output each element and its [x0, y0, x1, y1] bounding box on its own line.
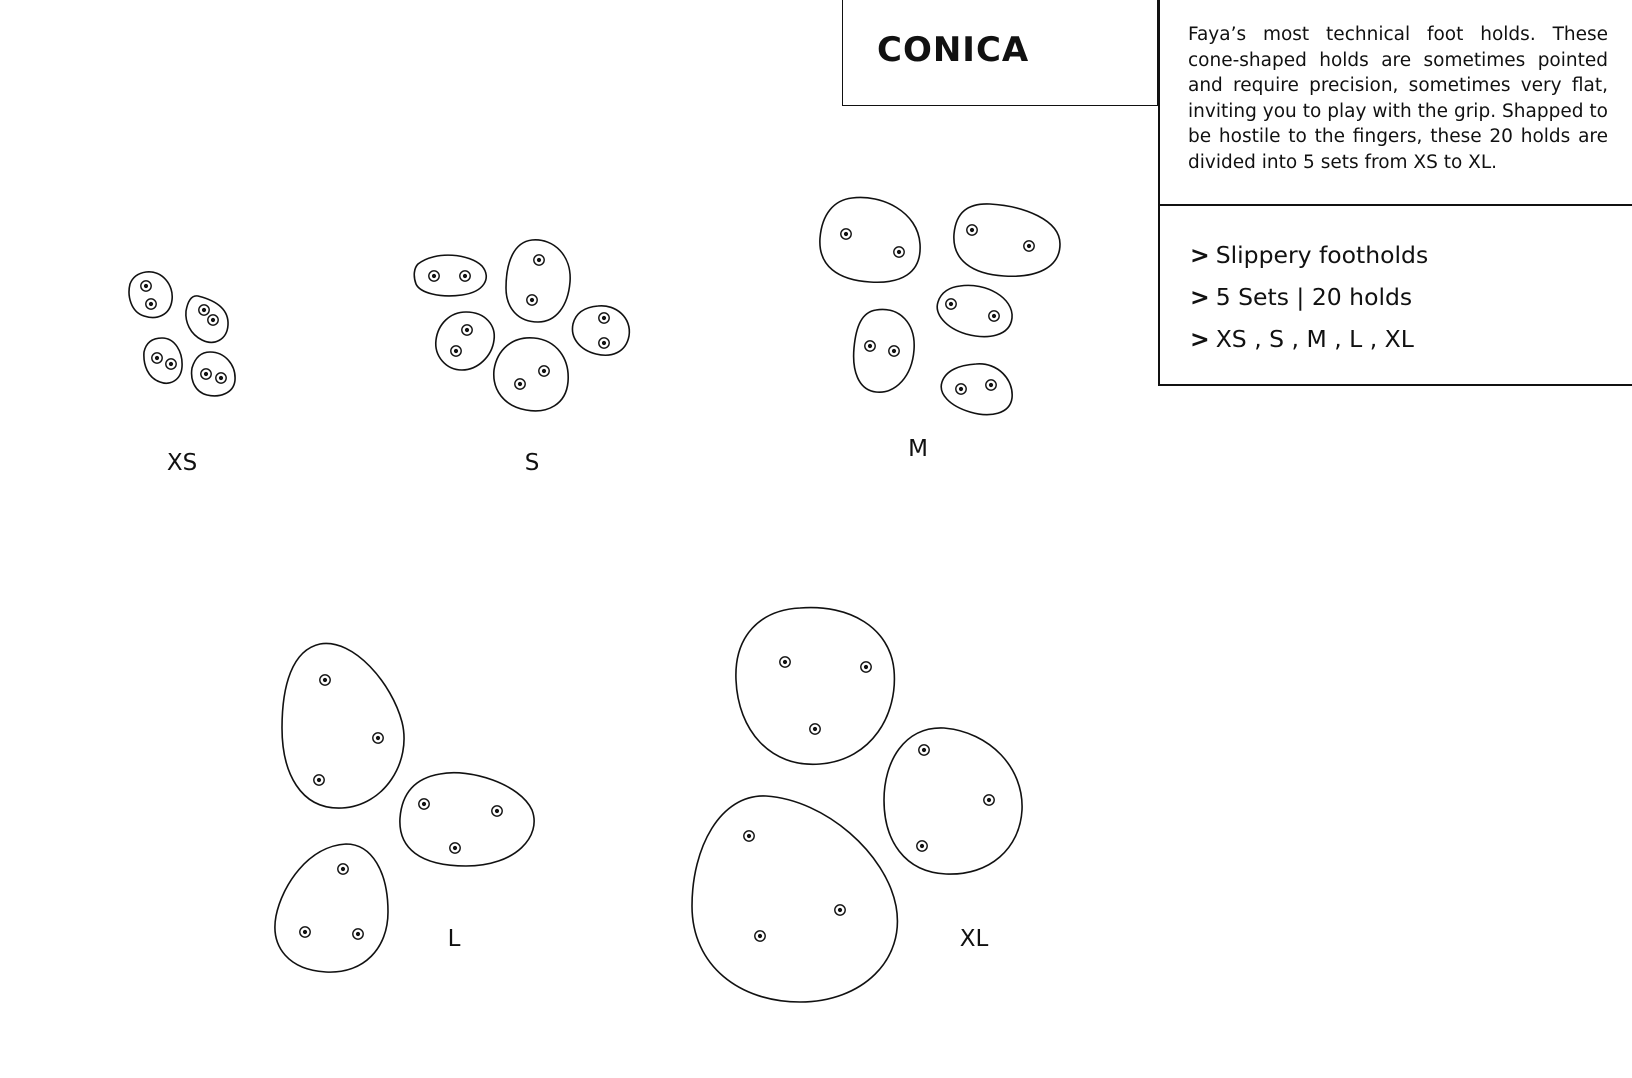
hold [400, 773, 534, 866]
bolt-hole [780, 657, 790, 667]
bolt-hole [986, 380, 996, 390]
bolt-hole [166, 359, 176, 369]
bolt-hole [152, 353, 162, 363]
bolt-hole [201, 369, 211, 379]
product-description: Faya’s most technical foot holds. These cone-shaped holds are sometimes pointed and require precision, sometimes very flat, inviting you to play with the grip. Shapped to be hostile to the fingers, these 20 holds are divided into 5 sets from XS to XL. [1188, 24, 1608, 173]
bolt-hole [462, 325, 472, 335]
hold [129, 272, 172, 318]
set-label-xs: XS [166, 450, 198, 476]
bolt-hole [861, 662, 871, 672]
feature-item [1190, 318, 1428, 360]
bolt-hole [599, 313, 609, 323]
bolt-hole [539, 366, 549, 376]
set-label-m: M [908, 436, 928, 462]
bolt-hole [199, 305, 209, 315]
hold [192, 352, 235, 396]
bolt-hole [946, 299, 956, 309]
set-m-holds [820, 197, 1060, 414]
bolt-hole [314, 775, 324, 785]
divider-horizontal [1158, 384, 1632, 386]
feature-text: 5 Sets | 20 holds [1215, 283, 1413, 311]
bolt-hole [1024, 241, 1034, 251]
bolt-hole [956, 384, 966, 394]
bolt-hole [841, 229, 851, 239]
bolt-hole [865, 341, 875, 351]
bolt-hole [373, 733, 383, 743]
divider-horizontal [1158, 204, 1632, 206]
hold [414, 255, 486, 296]
bolt-hole [141, 281, 151, 291]
hold [937, 285, 1012, 336]
bolt-hole [451, 346, 461, 356]
bolt-hole [515, 379, 525, 389]
bolt-hole [967, 225, 977, 235]
hold [736, 608, 895, 765]
hold [275, 844, 388, 972]
bolt-hole [755, 931, 765, 941]
bolt-hole [835, 905, 845, 915]
hold [884, 728, 1022, 874]
divider-vertical [1158, 0, 1160, 386]
feature-item [1190, 276, 1428, 318]
bolt-hole [810, 724, 820, 734]
bolt-hole [989, 311, 999, 321]
hold [506, 240, 570, 322]
hold [941, 364, 1012, 415]
bolt-hole [146, 299, 156, 309]
set-label-l: L [447, 926, 461, 952]
set-label-xl: XL [959, 926, 989, 952]
bolt-hole [984, 795, 994, 805]
hold [186, 296, 228, 342]
bolt-hole [894, 247, 904, 257]
bolt-hole [744, 831, 754, 841]
bolt-hole [492, 806, 502, 816]
bolt-hole [534, 255, 544, 265]
bolt-hole [919, 745, 929, 755]
bolt-hole [889, 346, 899, 356]
bolt-hole [450, 843, 460, 853]
hold [820, 197, 920, 282]
bolt-hole [353, 929, 363, 939]
arrow-icon: > [1190, 283, 1210, 311]
hold [954, 204, 1060, 276]
hold [436, 312, 494, 370]
hold [854, 309, 915, 392]
bolt-hole [300, 927, 310, 937]
feature-item [1190, 234, 1428, 276]
hold [282, 643, 404, 808]
feature-list [1190, 234, 1428, 360]
bolt-hole [527, 295, 537, 305]
title-box [842, 0, 1158, 106]
bolt-hole [419, 799, 429, 809]
bolt-hole [460, 271, 470, 281]
hold [692, 796, 897, 1002]
page-title: CONICA [877, 30, 1030, 70]
arrow-icon: > [1190, 241, 1210, 269]
bolt-hole [216, 373, 226, 383]
arrow-icon: > [1190, 325, 1210, 353]
bolt-hole [429, 271, 439, 281]
hold [494, 338, 568, 411]
bolt-hole [599, 338, 609, 348]
hold [144, 338, 182, 383]
feature-text: XS , S , M , L , XL [1215, 325, 1414, 353]
set-label-s: S [524, 450, 540, 476]
feature-text: Slippery footholds [1215, 241, 1429, 269]
bolt-hole [338, 864, 348, 874]
bolt-hole [208, 315, 218, 325]
bolt-hole [917, 841, 927, 851]
bolt-hole [320, 675, 330, 685]
